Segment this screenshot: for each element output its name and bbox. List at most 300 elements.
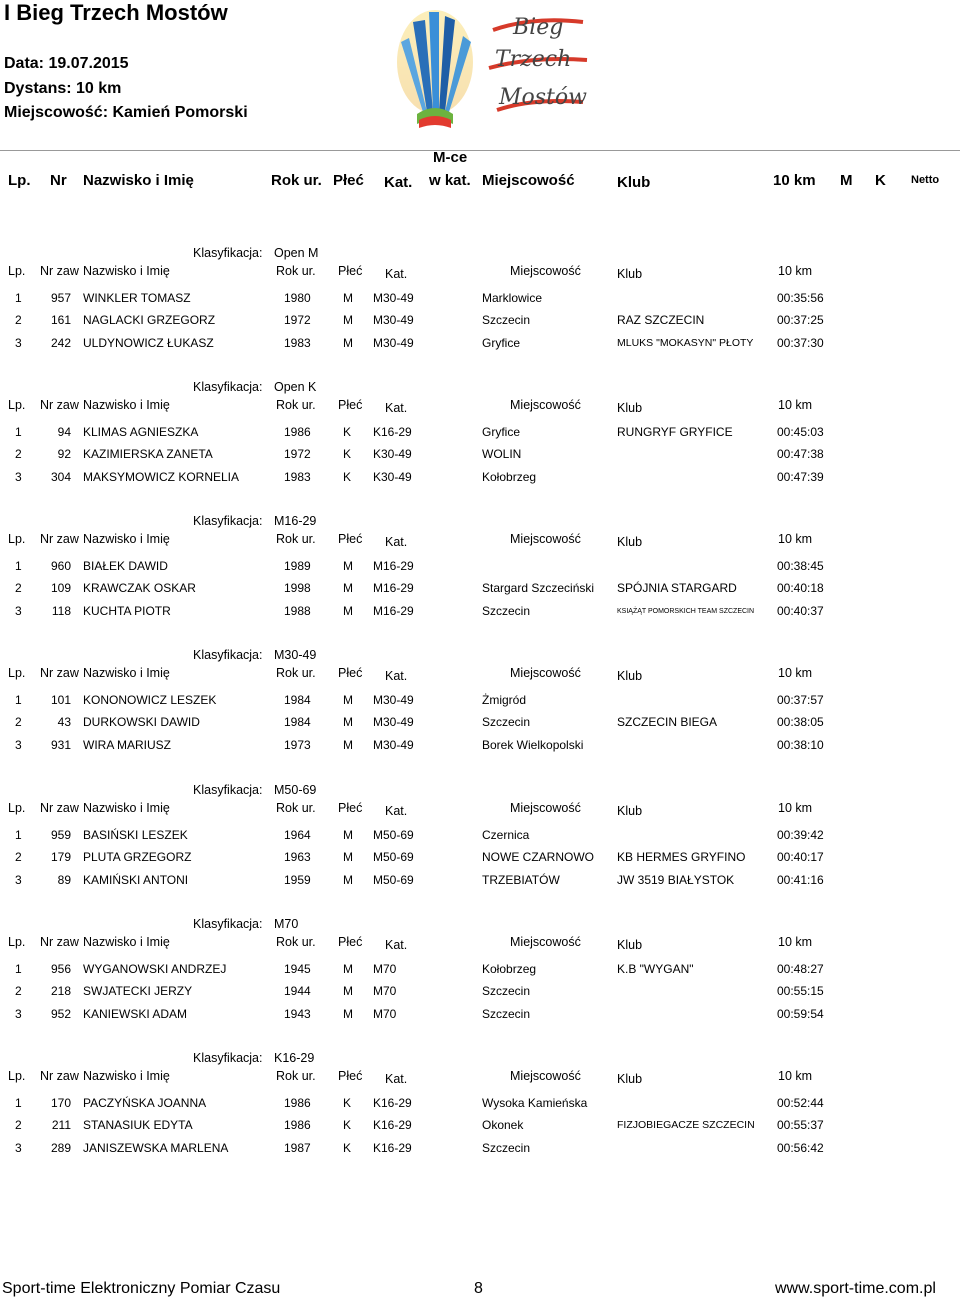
result-row: [0, 447, 960, 465]
section-column-header: [0, 1069, 960, 1087]
cell-club: MLUKS "MOKASYN" PŁOTY: [617, 336, 754, 349]
cell-sex: M: [343, 291, 353, 305]
cell-lp: 1: [15, 962, 22, 976]
classification-section: [0, 648, 960, 778]
section-col-cat: Kat.: [385, 804, 408, 818]
classification-section: [0, 514, 960, 644]
cell-nr: 179: [50, 850, 71, 865]
cell-sex: K: [343, 447, 352, 462]
cell-cat: M30-49: [373, 335, 414, 350]
section-col-cat: Kat.: [385, 938, 408, 952]
section-col-sex: Płeć: [338, 264, 363, 278]
cell-year: 1944: [284, 984, 311, 999]
cell-lp: 3: [15, 872, 22, 887]
col-netto: Netto: [911, 174, 940, 186]
cell-cat: M50-69: [373, 828, 414, 842]
cell-sex: M: [343, 828, 353, 842]
cell-cat: K16-29: [373, 1096, 412, 1110]
result-row: [0, 291, 960, 309]
cell-lp: 1: [15, 559, 22, 573]
section-col-year: Rok ur.: [276, 1069, 316, 1083]
footer-page: 8: [474, 1280, 483, 1297]
cell-city: Gryfice: [482, 425, 521, 439]
cell-time: 00:47:39: [777, 469, 824, 484]
cell-name: KRAWCZAK OSKAR: [83, 581, 196, 596]
section-col-year: Rok ur.: [276, 801, 316, 815]
classification-name: M16-29: [274, 514, 317, 528]
result-row: [0, 470, 960, 488]
cell-name: SWJATECKI JERZY: [83, 984, 193, 999]
cell-cat: M30-49: [373, 291, 414, 305]
cell-year: 1972: [284, 447, 311, 462]
section-col-name: Nazwisko i Imię: [83, 666, 170, 680]
cell-year: 1972: [284, 313, 311, 328]
cell-year: 1987: [284, 1140, 311, 1155]
cell-sex: M: [343, 1006, 353, 1021]
cell-name: KANIEWSKI ADAM: [83, 1006, 188, 1021]
cell-year: 1986: [284, 425, 311, 439]
section-col-club: Klub: [617, 267, 643, 281]
classification-name: M50-69: [274, 783, 317, 797]
cell-cat: K30-49: [373, 447, 412, 462]
cell-city: TRZEBIATÓW: [482, 872, 560, 887]
result-row: [0, 559, 960, 577]
cell-lp: 3: [15, 469, 22, 484]
cell-cat: M16-29: [373, 603, 414, 618]
section-col-club: Klub: [617, 401, 643, 415]
cell-nr: 109: [50, 581, 71, 596]
cell-name: DURKOWSKI DAWID: [83, 715, 200, 730]
cell-sex: K: [343, 1140, 352, 1155]
cell-name: WIRA MARIUSZ: [83, 737, 172, 752]
cell-year: 1989: [284, 559, 311, 573]
cell-city: Szczecin: [482, 984, 531, 999]
cell-city: Szczecin: [482, 603, 531, 618]
cell-nr: 960: [50, 559, 71, 573]
section-col-lp: Lp.: [8, 935, 26, 949]
classification-label: Klasyfikacja:: [193, 917, 263, 931]
cell-nr: 161: [50, 313, 71, 328]
cell-nr: 43: [57, 715, 71, 730]
cell-sex: K: [343, 1096, 352, 1110]
result-row: [0, 425, 960, 443]
section-col-sex: Płeć: [338, 398, 363, 412]
cell-time: 00:41:16: [777, 872, 824, 887]
section-col-city: Miejscowość: [510, 532, 581, 546]
cell-year: 1984: [284, 693, 311, 707]
section-col-club: Klub: [617, 1072, 643, 1086]
cell-city: Wysoka Kamieńska: [482, 1096, 588, 1110]
result-row: [0, 604, 960, 622]
col-m: M: [840, 172, 853, 189]
result-row: [0, 962, 960, 980]
classification-section: [0, 783, 960, 913]
cell-cat: M30-49: [373, 693, 414, 707]
cell-nr: 242: [50, 335, 71, 350]
col-name: Nazwisko i Imię: [83, 172, 194, 189]
cell-nr: 170: [50, 1096, 71, 1110]
classification-section: [0, 380, 960, 510]
section-column-header: [0, 935, 960, 953]
race-distance: Dystans: 10 km: [4, 80, 122, 97]
cell-sex: K: [343, 1118, 352, 1133]
cell-nr: 101: [50, 693, 71, 707]
cell-cat: K16-29: [373, 425, 412, 439]
race-place: Miejscowość: Kamień Pomorski: [4, 104, 248, 121]
page-title: I Bieg Trzech Mostów: [4, 0, 228, 25]
cell-year: 1964: [284, 828, 311, 842]
result-row: [0, 984, 960, 1002]
logo-word-3: Mostów: [499, 85, 587, 110]
section-col-city: Miejscowość: [510, 264, 581, 278]
cell-cat: K16-29: [373, 1118, 412, 1133]
cell-city: Czernica: [482, 828, 530, 842]
cell-name: STANASIUK EDYTA: [83, 1118, 193, 1133]
section-col-city: Miejscowość: [510, 801, 581, 815]
logo-word-1: Bieg: [513, 15, 564, 40]
section-col-lp: Lp.: [8, 666, 26, 680]
cell-cat: K16-29: [373, 1140, 412, 1155]
classification-name: Open K: [274, 380, 317, 394]
cell-sex: M: [343, 559, 353, 573]
cell-cat: M50-69: [373, 850, 414, 865]
section-col-year: Rok ur.: [276, 264, 316, 278]
cell-city: Szczecin: [482, 313, 531, 328]
cell-nr: 304: [50, 469, 71, 484]
logo-word-2: Trzech: [495, 47, 572, 72]
result-row: [0, 581, 960, 599]
cell-cat: M16-29: [373, 581, 414, 596]
cell-nr: 218: [50, 984, 71, 999]
cell-year: 1973: [284, 737, 311, 752]
cell-sex: M: [343, 962, 353, 976]
cell-time: 00:39:42: [777, 828, 824, 842]
cell-club: SZCZECIN BIEGA: [617, 715, 718, 730]
section-col-cat: Kat.: [385, 1072, 408, 1086]
cell-sex: M: [343, 984, 353, 999]
cell-lp: 2: [15, 581, 22, 596]
cell-lp: 1: [15, 1096, 22, 1110]
cell-cat: M70: [373, 962, 397, 976]
section-col-nr: Nr zaw: [40, 666, 79, 680]
section-col-km: 10 km: [778, 935, 813, 949]
cell-name: PACZYŃSKA JOANNA: [83, 1096, 207, 1110]
cell-sex: M: [343, 872, 353, 887]
section-col-city: Miejscowość: [510, 666, 581, 680]
cell-year: 1998: [284, 581, 311, 596]
section-col-km: 10 km: [778, 398, 813, 412]
header-rule: [0, 150, 960, 151]
classification-section: [0, 917, 960, 1047]
section-col-nr: Nr zaw: [40, 532, 79, 546]
cell-time: 00:35:56: [777, 291, 824, 305]
result-row: [0, 850, 960, 868]
section-col-nr: Nr zaw: [40, 264, 79, 278]
result-row: [0, 1007, 960, 1025]
section-col-name: Nazwisko i Imię: [83, 1069, 170, 1083]
cell-nr: 94: [57, 425, 71, 439]
cell-city: Kołobrzeg: [482, 469, 537, 484]
cell-nr: 289: [50, 1140, 71, 1155]
cell-time: 00:56:42: [777, 1140, 824, 1155]
cell-sex: K: [343, 425, 352, 439]
cell-year: 1945: [284, 962, 311, 976]
cell-time: 00:38:05: [777, 715, 824, 730]
section-col-nr: Nr zaw: [40, 935, 79, 949]
cell-time: 00:45:03: [777, 425, 824, 439]
section-col-year: Rok ur.: [276, 666, 316, 680]
cell-sex: M: [343, 850, 353, 865]
cell-time: 00:38:10: [777, 737, 824, 752]
footer-left: Sport-time Elektroniczny Pomiar Czasu: [2, 1280, 281, 1297]
section-col-name: Nazwisko i Imię: [83, 801, 170, 815]
col-year: Rok ur.: [271, 172, 322, 189]
classification-section: [0, 1051, 960, 1181]
section-col-lp: Lp.: [8, 1069, 26, 1083]
cell-year: 1986: [284, 1118, 311, 1133]
footer: [0, 1280, 960, 1302]
cell-name: JANISZEWSKA MARLENA: [83, 1140, 229, 1155]
classification-section: [0, 246, 960, 376]
section-col-lp: Lp.: [8, 264, 26, 278]
cell-name: KAMIŃSKI ANTONI: [83, 872, 189, 887]
cell-city: Okonek: [482, 1118, 524, 1133]
section-column-header: [0, 264, 960, 282]
cell-city: Stargard Szczeciński: [482, 581, 595, 596]
cell-city: WOLIN: [482, 447, 522, 462]
cell-lp: 3: [15, 603, 22, 618]
section-col-cat: Kat.: [385, 267, 408, 281]
cell-city: Borek Wielkopolski: [482, 737, 584, 752]
race-date: Data: 19.07.2015: [4, 55, 129, 72]
cell-city: Żmigród: [482, 693, 527, 707]
section-col-city: Miejscowość: [510, 1069, 581, 1083]
result-row: [0, 336, 960, 354]
cell-nr: 931: [50, 737, 71, 752]
result-row: [0, 738, 960, 756]
cell-time: 00:48:27: [777, 962, 824, 976]
cell-city: Szczecin: [482, 715, 531, 730]
section-column-header: [0, 532, 960, 550]
cell-lp: 3: [15, 1140, 22, 1155]
col-city: Miejscowość: [482, 172, 575, 189]
cell-name: WYGANOWSKI ANDRZEJ: [83, 962, 227, 976]
result-row: [0, 828, 960, 846]
section-col-nr: Nr zaw: [40, 398, 79, 412]
cell-city: Szczecin: [482, 1140, 531, 1155]
section-col-km: 10 km: [778, 532, 813, 546]
cell-name: KONONOWICZ LESZEK: [83, 693, 217, 707]
cell-name: BASIŃSKI LESZEK: [83, 828, 188, 842]
cell-sex: M: [343, 737, 353, 752]
section-col-cat: Kat.: [385, 401, 408, 415]
cell-lp: 2: [15, 850, 22, 865]
cell-club: SPÓJNIA STARGARD: [617, 581, 737, 596]
cell-name: KAZIMIERSKA ZANETA: [83, 447, 213, 462]
section-col-sex: Płeć: [338, 532, 363, 546]
cell-sex: M: [343, 313, 353, 328]
cell-cat: M50-69: [373, 872, 414, 887]
classification-label: Klasyfikacja:: [193, 783, 263, 797]
cell-nr: 957: [50, 291, 71, 305]
classification-name: Open M: [274, 246, 319, 260]
section-col-year: Rok ur.: [276, 935, 316, 949]
cell-cat: M30-49: [373, 313, 414, 328]
cell-time: 00:52:44: [777, 1096, 824, 1110]
cell-lp: 2: [15, 984, 22, 999]
cell-name: NAGLACKI GRZEGORZ: [83, 313, 216, 328]
col-cat: Kat.: [384, 174, 413, 191]
cell-lp: 1: [15, 425, 22, 439]
cell-time: 00:55:37: [777, 1118, 824, 1133]
col-k: K: [875, 172, 886, 189]
cell-cat: M70: [373, 984, 397, 999]
section-col-name: Nazwisko i Imię: [83, 264, 170, 278]
cell-club: KB HERMES GRYFINO: [617, 850, 746, 865]
cell-time: 00:38:45: [777, 559, 824, 573]
section-column-header: [0, 398, 960, 416]
section-col-year: Rok ur.: [276, 398, 316, 412]
cell-name: MAKSYMOWICZ KORNELIA: [83, 469, 240, 484]
race-logo: [393, 2, 603, 130]
cell-time: 00:40:18: [777, 581, 824, 596]
section-col-year: Rok ur.: [276, 532, 316, 546]
col-lp: Lp.: [8, 172, 31, 189]
col-km: 10 km: [773, 172, 816, 189]
cell-nr: 118: [51, 603, 71, 618]
cell-sex: K: [343, 469, 352, 484]
classification-name: M70: [274, 917, 299, 931]
cell-lp: 3: [15, 737, 22, 752]
cell-lp: 2: [15, 1118, 22, 1133]
cell-name: ULDYNOWICZ ŁUKASZ: [83, 335, 214, 350]
section-col-lp: Lp.: [8, 801, 26, 815]
cell-time: 00:37:57: [777, 693, 824, 707]
section-col-km: 10 km: [778, 1069, 813, 1083]
cell-year: 1983: [284, 335, 311, 350]
section-col-sex: Płeć: [338, 801, 363, 815]
col-place-top: M-ce: [433, 149, 468, 166]
section-col-sex: Płeć: [338, 1069, 363, 1083]
cell-lp: 2: [15, 313, 22, 328]
cell-sex: M: [343, 581, 353, 596]
result-row: [0, 1141, 960, 1159]
cell-sex: M: [343, 715, 353, 730]
cell-name: WINKLER TOMASZ: [83, 291, 191, 305]
cell-nr: 89: [57, 872, 71, 887]
cell-name: KLIMAS AGNIESZKA: [83, 425, 199, 439]
classification-label: Klasyfikacja:: [193, 514, 263, 528]
section-col-city: Miejscowość: [510, 398, 581, 412]
cell-year: 1943: [284, 1006, 311, 1021]
cell-time: 00:59:54: [777, 1006, 824, 1021]
col-nr: Nr: [50, 172, 67, 189]
cell-nr: 959: [50, 828, 71, 842]
section-column-header: [0, 666, 960, 684]
cell-name: BIAŁEK DAWID: [83, 559, 168, 573]
section-col-club: Klub: [617, 535, 643, 549]
section-col-km: 10 km: [778, 666, 813, 680]
classification-label: Klasyfikacja:: [193, 380, 263, 394]
section-col-sex: Płeć: [338, 666, 363, 680]
cell-year: 1986: [284, 1096, 311, 1110]
result-row: [0, 1118, 960, 1136]
col-place-bottom: w kat.: [429, 172, 471, 189]
cell-city: NOWE CZARNOWO: [482, 850, 594, 865]
cell-club: RAZ SZCZECIN: [617, 313, 705, 328]
cell-club: FIZJOBIEGACZE SZCZECIN: [617, 1119, 755, 1132]
section-col-cat: Kat.: [385, 535, 408, 549]
cell-time: 00:40:37: [777, 603, 824, 618]
cell-lp: 1: [15, 291, 22, 305]
section-col-nr: Nr zaw: [40, 1069, 79, 1083]
section-col-name: Nazwisko i Imię: [83, 935, 170, 949]
cell-sex: M: [343, 335, 353, 350]
result-row: [0, 693, 960, 711]
cell-time: 00:47:38: [777, 447, 824, 462]
section-col-lp: Lp.: [8, 532, 26, 546]
cell-time: 00:37:25: [777, 313, 824, 328]
classification-label: Klasyfikacja:: [193, 1051, 263, 1065]
section-col-km: 10 km: [778, 264, 813, 278]
section-col-club: Klub: [617, 669, 643, 683]
col-sex: Płeć: [333, 172, 364, 189]
section-col-nr: Nr zaw: [40, 801, 79, 815]
cell-cat: M30-49: [373, 737, 414, 752]
cell-lp: 3: [15, 1006, 22, 1021]
main-column-header: [0, 146, 960, 196]
section-col-km: 10 km: [778, 801, 813, 815]
cell-time: 00:40:17: [777, 850, 824, 865]
cell-time: 00:37:30: [777, 335, 824, 350]
cell-nr: 92: [57, 447, 71, 462]
cell-year: 1980: [284, 291, 311, 305]
cell-year: 1983: [284, 469, 311, 484]
classification-name: K16-29: [274, 1051, 315, 1065]
cell-club: KSIĄŻĄT POMORSKICH TEAM SZCZECIN: [617, 607, 755, 615]
cell-sex: M: [343, 693, 353, 707]
cell-cat: K30-49: [373, 469, 412, 484]
cell-club: JW 3519 BIAŁYSTOK: [617, 872, 735, 887]
footer-right: www.sport-time.com.pl: [775, 1280, 936, 1297]
cell-year: 1984: [284, 715, 311, 730]
result-row: [0, 715, 960, 733]
classification-label: Klasyfikacja:: [193, 246, 263, 260]
section-col-name: Nazwisko i Imię: [83, 532, 170, 546]
cell-name: PLUTA GRZEGORZ: [83, 850, 192, 865]
result-row: [0, 873, 960, 891]
cell-city: Kołobrzeg: [482, 962, 537, 976]
cell-city: Gryfice: [482, 335, 521, 350]
cell-nr: 952: [50, 1006, 71, 1021]
section-col-club: Klub: [617, 804, 643, 818]
cell-club: RUNGRYF GRYFICE: [617, 425, 733, 439]
classification-label: Klasyfikacja:: [193, 648, 263, 662]
section-col-club: Klub: [617, 938, 643, 952]
result-row: [0, 313, 960, 331]
classification-name: M30-49: [274, 648, 317, 662]
section-col-sex: Płeć: [338, 935, 363, 949]
cell-lp: 1: [15, 828, 22, 842]
cell-cat: M70: [373, 1006, 397, 1021]
cell-year: 1963: [284, 850, 311, 865]
cell-club: K.B "WYGAN": [617, 962, 694, 976]
cell-nr: 211: [51, 1118, 71, 1133]
cell-name: KUCHTA PIOTR: [83, 603, 171, 618]
cell-cat: M30-49: [373, 715, 414, 730]
cell-year: 1988: [284, 603, 311, 618]
cell-nr: 956: [50, 962, 71, 976]
